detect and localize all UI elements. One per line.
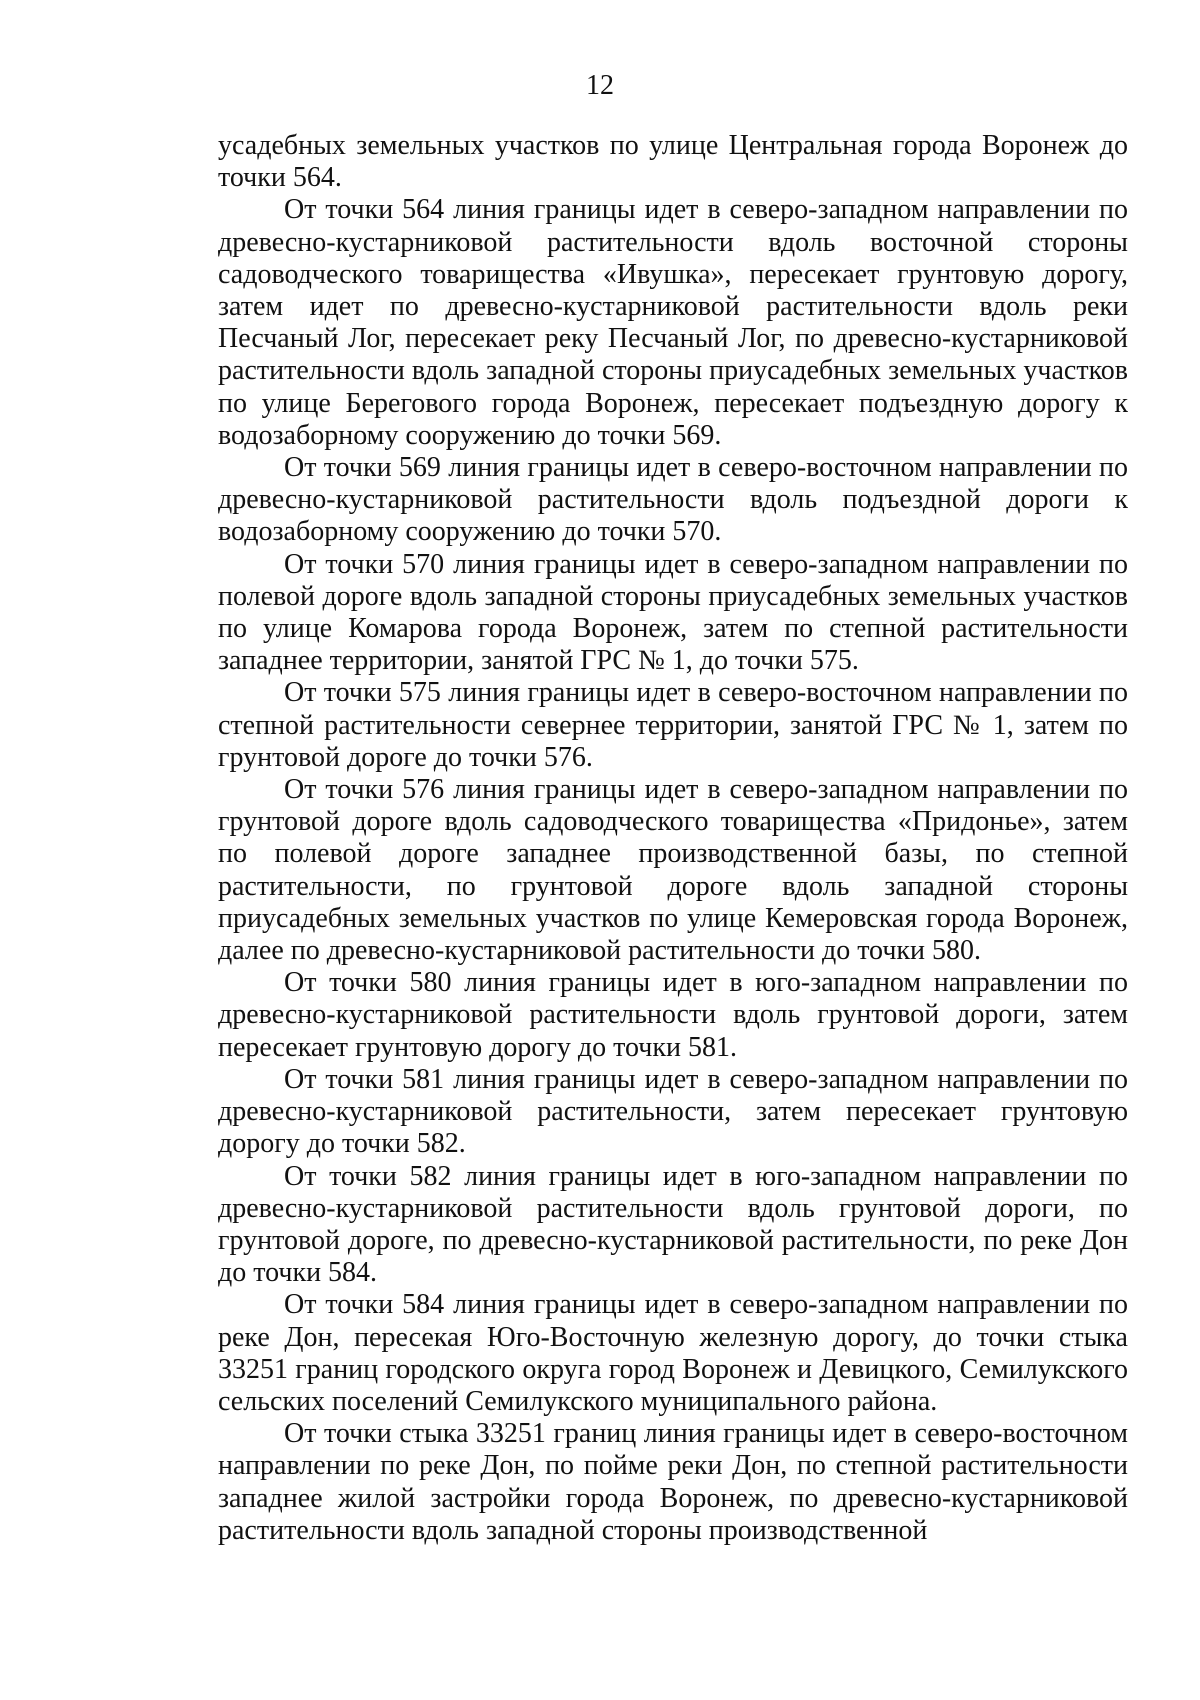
paragraph-7: От точки 580 линия границы идет в юго-западном направлении по древесно-кустарниковой растительности вдоль грунтовой дороги, затем пересекает грунтовую дорогу до точки 581. xyxy=(218,967,1128,1063)
page-number: 12 xyxy=(586,70,614,101)
paragraph-6: От точки 576 линия границы идет в северо-западном направлении по грунтовой дороге вдоль садоводческого товарищества «Придонье», затем по полевой дороге западнее производственной базы, по степной растительности, по грунтовой дороге вдоль западной стороны приусадебных земельных участков по улице Кемеровская города Воронеж, далее по древесно-кустарниковой растительности до точки 580. xyxy=(218,774,1128,967)
paragraph-4: От точки 570 линия границы идет в северо-западном направлении по полевой дороге вдоль западной стороны приусадебных земельных участков по улице Комарова города Воронеж, затем по степной растительности западнее территории, занятой ГРС № 1, до точки 575. xyxy=(218,548,1128,677)
document-body xyxy=(218,130,1128,1547)
paragraph-1: усадебных земельных участков по улице Центральная города Воронеж до точки 564. xyxy=(218,130,1128,194)
paragraph-2: От точки 564 линия границы идет в северо-западном направлении по древесно-кустарниковой растительности вдоль восточной стороны садоводческого товарищества «Ивушка», пересекает грунтовую дорогу, затем идет по древесно-кустарниковой растительности вдоль реки Песчаный Лог, пересекает реку Песчаный Лог, по древесно-кустарниковой растительности вдоль западной стороны приусадебных земельных участков по улице Берегового города Воронеж, пересекает подъездную дорогу к водозаборному сооружению до точки 569. xyxy=(218,194,1128,451)
paragraph-3: От точки 569 линия границы идет в северо-восточном направлении по древесно-кустарниковой растительности вдоль подъездной дороги к водозаборному сооружению до точки 570. xyxy=(218,452,1128,548)
paragraph-11: От точки стыка 33251 границ линия границы идет в северо-восточном направлении по реке Дон, по пойме реки Дон, по степной растительности западнее жилой застройки города Воронеж, по древесно-кустарниковой растительности вдоль западной стороны производственной xyxy=(218,1418,1128,1546)
paragraph-8: От точки 581 линия границы идет в северо-западном направлении по древесно-кустарниковой растительности, затем пересекает грунтовую дорогу до точки 582. xyxy=(218,1063,1128,1160)
paragraph-9: От точки 582 линия границы идет в юго-западном направлении по древесно-кустарниковой растительности вдоль грунтовой дороги, по грунтовой дороге, по древесно-кустарниковой растительности, по реке Дон до точки 584. xyxy=(218,1160,1128,1289)
paragraph-10: От точки 584 линия границы идет в северо-западном направлении по реке Дон, пересекая Юго-Восточную железную дорогу, до точки стыка 33251 границ городского округа город Воронеж и Девицкого, Семилукского сельских поселений Семилукского муниципального района. xyxy=(218,1289,1128,1417)
paragraph-5: От точки 575 линия границы идет в северо-восточном направлении по степной растительности севернее территории, занятой ГРС № 1, затем по грунтовой дороге до точки 576. xyxy=(218,677,1128,773)
